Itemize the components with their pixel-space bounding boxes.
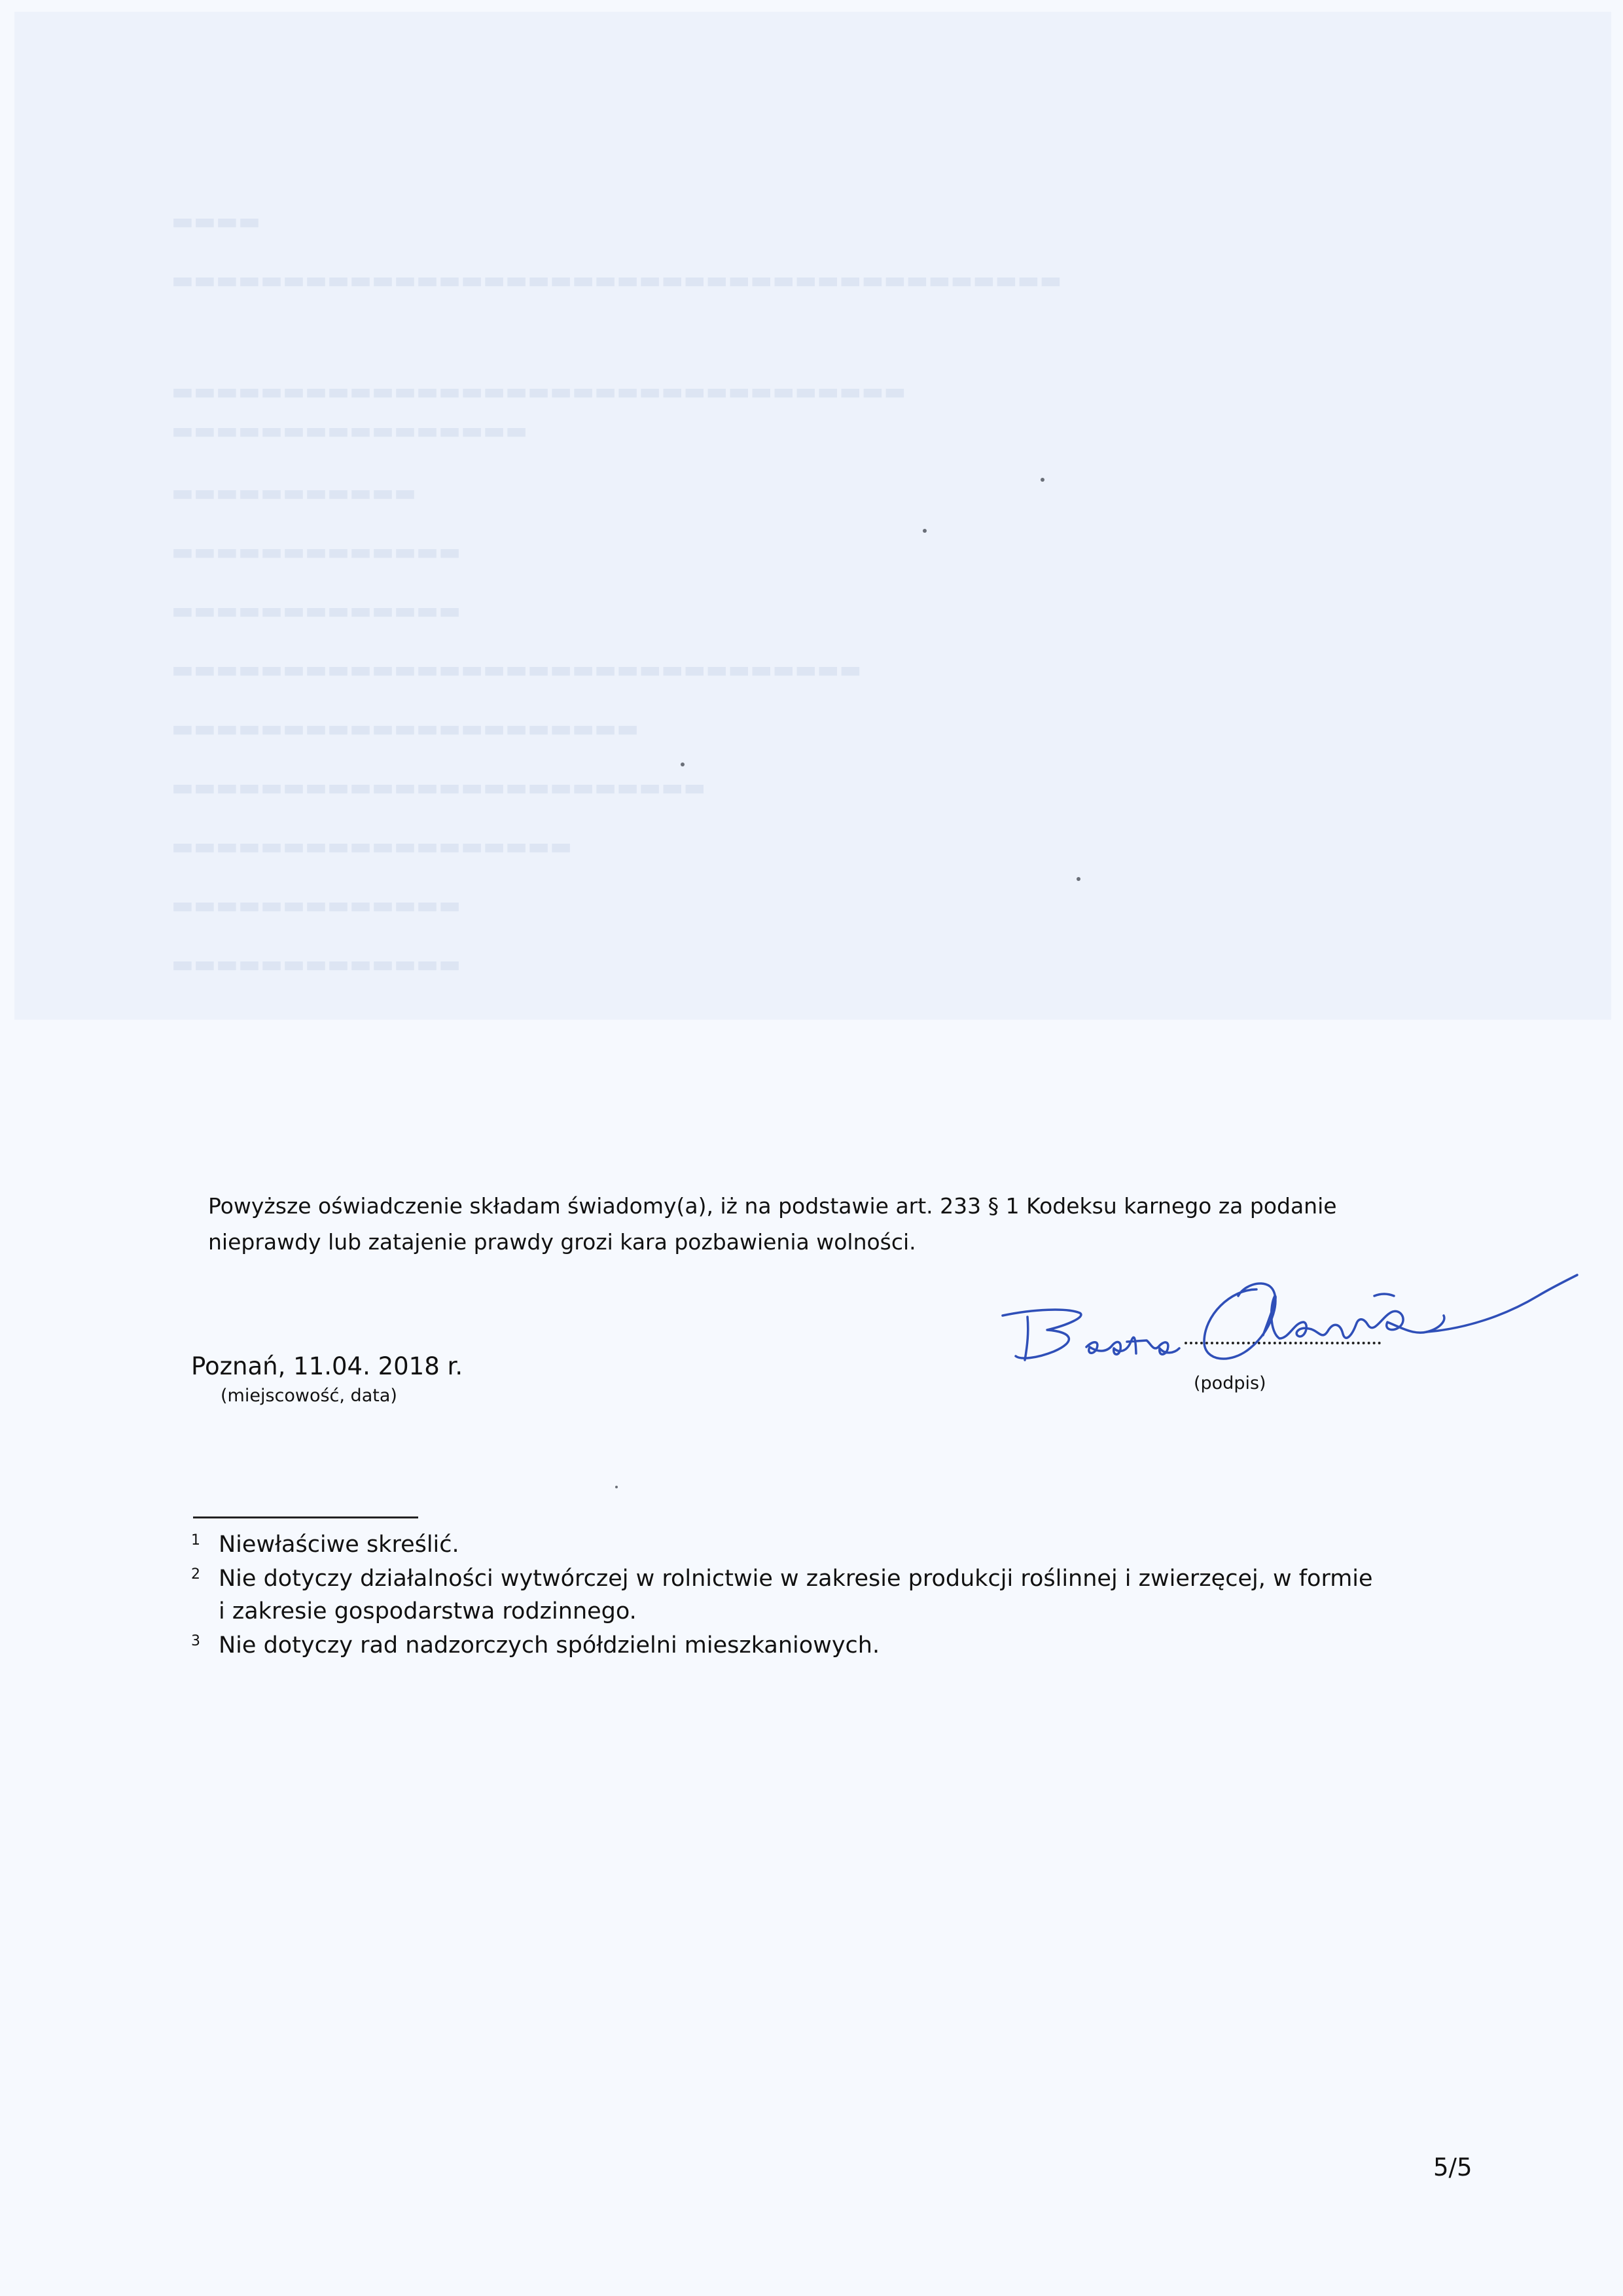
bleed-line: ▬▬▬▬▬▬▬▬▬▬▬▬▬▬▬▬▬▬▬▬▬▬▬▬ [171, 774, 706, 801]
bleed-through-region [14, 12, 1611, 1020]
footnote-number: 1 [191, 1532, 200, 1549]
scan-speck [1041, 478, 1044, 482]
footnote-number: 2 [191, 1566, 200, 1583]
bleed-line: ▬▬▬▬▬▬▬▬▬▬▬▬▬▬▬▬▬▬ [171, 833, 573, 860]
footnote-separator [193, 1516, 418, 1518]
signature-label: (podpis) [1194, 1373, 1266, 1393]
page-number: 5/5 [1433, 2153, 1472, 2181]
bleed-line: ▬▬▬▬▬▬▬▬▬▬▬▬▬ [171, 951, 461, 978]
footnote-item [191, 1528, 1513, 1561]
bleed-line: ▬▬▬▬▬▬▬▬▬▬▬▬▬▬▬▬▬▬▬▬▬▬▬▬▬▬▬▬▬▬▬▬▬▬▬▬▬▬▬▬ [171, 267, 1062, 294]
statement-line: Powyższe oświadczenie składam świadomy(a), iż na podstawie art. 233 § 1 Kodeksu karnego za podanie [208, 1193, 1337, 1219]
scan-speck [681, 762, 685, 766]
bleed-line: ▬▬▬▬▬▬▬▬▬▬▬▬▬▬▬▬▬▬▬▬▬ [171, 715, 639, 742]
footnote-item [191, 1629, 1513, 1662]
statement-paragraph [208, 1188, 1425, 1260]
bleed-line: ▬▬▬▬▬▬▬▬▬▬▬▬▬ [171, 539, 461, 565]
bleed-line: ▬▬▬▬▬▬▬▬▬▬▬ [171, 480, 417, 507]
footnotes [191, 1528, 1513, 1663]
bleed-line: ▬▬▬▬▬▬▬▬▬▬▬▬▬▬▬▬▬▬▬▬▬▬▬▬▬▬▬▬▬▬▬ [171, 656, 862, 683]
scan-speck [615, 1486, 618, 1488]
footnote-text: Nie dotyczy działalności wytwórczej w rolnictwie w zakresie produkcji roślinnej i zwierzęcej, w formie [219, 1566, 1373, 1592]
scan-speck [1077, 877, 1080, 881]
scan-speck [923, 529, 927, 533]
place-date-label: (miejscowość, data) [221, 1386, 397, 1406]
footnote-text: i zakresie gospodarstwa rodzinnego. [219, 1598, 637, 1624]
bleed-line: ▬▬▬▬▬▬▬▬▬▬▬▬▬ [171, 892, 461, 919]
footnote-text: Niewłaściwe skreślić. [219, 1532, 459, 1558]
place-date-value: Poznań, 11.04. 2018 r. [191, 1352, 463, 1380]
statement-line: nieprawdy lub zatajenie prawdy grozi kara pozbawienia wolności. [208, 1229, 916, 1255]
bleed-line: ▬▬▬▬▬▬▬▬▬▬▬▬▬▬▬▬ [171, 418, 528, 444]
footnote-number: 3 [191, 1633, 200, 1649]
footnote-text: Nie dotyczy rad nadzorczych spółdzielni mieszkaniowych. [219, 1632, 880, 1659]
bleed-line: ▬▬▬▬▬▬▬▬▬▬▬▬▬ [171, 598, 461, 624]
bleed-line: ▬▬▬▬▬▬▬▬▬▬▬▬▬▬▬▬▬▬▬▬▬▬▬▬▬▬▬▬▬▬▬▬▬ [171, 378, 906, 405]
handwritten-signature [982, 1270, 1584, 1388]
footnote-item [191, 1562, 1513, 1628]
bleed-line: ▬▬▬▬ [171, 208, 261, 235]
